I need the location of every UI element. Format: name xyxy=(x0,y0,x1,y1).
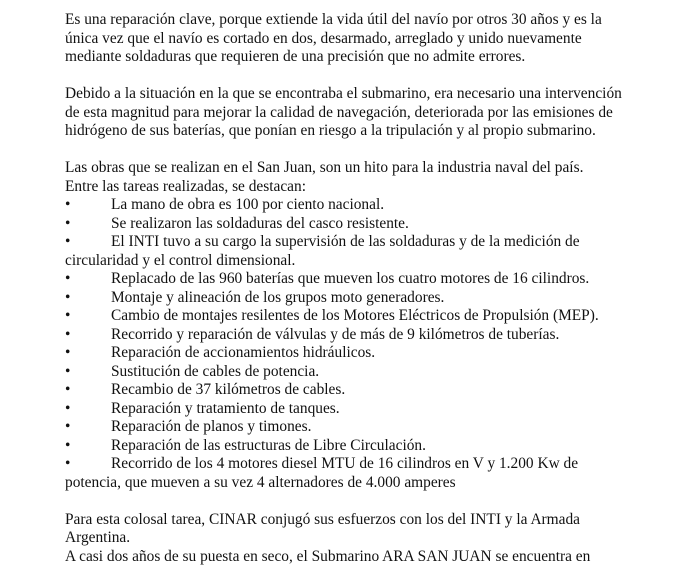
bullet-icon: • xyxy=(65,344,71,361)
list-item xyxy=(65,437,625,456)
list-item-text: La mano de obra es 100 por ciento nacional. xyxy=(111,196,385,213)
paragraph-repair-overview: Es una reparación clave, porque extiende la vida útil del navío por otros 30 años y es la única vez que el navío es cortado en dos, desarmado, arreglado y unido nuevamente mediante soldaduras que requieren de una precisión que no admite errores. xyxy=(65,11,602,65)
bullet-icon: • xyxy=(65,325,71,343)
list-item xyxy=(65,270,625,289)
list-item-text: Replacado de las 960 baterías que mueven los cuatro motores de 16 cilindros. xyxy=(111,270,590,287)
bullet-icon: • xyxy=(65,233,71,250)
bullet-icon: • xyxy=(65,418,71,435)
list-item xyxy=(65,418,625,437)
list-item xyxy=(65,196,625,215)
list-item-text: Se realizaron las soldaduras del casco resistente. xyxy=(111,214,409,232)
paragraph-industry-milestone: Las obras que se realizan en el San Juan, son un hito para la industria naval del país. xyxy=(65,159,584,176)
paragraph-submarine-situation: Debido a la situación en la que se encontraba el submarino, era necesario una intervención de esta magnitud para mejorar la calidad de navegación, deteriorada por las emisiones de hidrógeno de sus baterías, que ponían en riesgo a la tripulación y al propio submarino. xyxy=(65,85,622,139)
list-item-text: Recambio de 37 kilómetros de cables. xyxy=(111,381,346,398)
bullet-icon: • xyxy=(65,196,71,213)
bullet-icon: • xyxy=(65,455,71,472)
list-item-text: Recorrido y reparación de válvulas y de más de 9 kilómetros de tuberías. xyxy=(111,325,560,343)
list-item xyxy=(65,400,625,419)
list-item xyxy=(65,455,625,492)
list-item xyxy=(65,363,625,382)
list-item xyxy=(65,233,625,270)
bullet-icon: • xyxy=(65,381,71,398)
list-item-text: Reparación de las estructuras de Libre Circulación. xyxy=(111,436,426,454)
list-item-text: Reparación de accionamientos hidráulicos. xyxy=(111,344,376,361)
bullet-icon: • xyxy=(65,214,71,232)
bullet-icon: • xyxy=(65,362,71,380)
paragraph-closing: Para esta colosal tarea, CINAR conjugó sus esfuerzos con los del INTI y la Armada Argentina. xyxy=(65,510,581,546)
list-item-text: Cambio de montajes resilentes de los Motores Eléctricos de Propulsión (MEP). xyxy=(111,307,599,324)
list-item xyxy=(65,307,625,326)
document-page xyxy=(65,11,625,566)
list-item xyxy=(65,344,625,363)
list-intro: Entre las tareas realizadas, se destacan: xyxy=(65,177,306,195)
task-list xyxy=(65,196,625,492)
bullet-icon: • xyxy=(65,288,71,306)
list-item-text: Reparación y tratamiento de tanques. xyxy=(111,399,340,417)
list-item-text: Recorrido de los 4 motores diesel MTU de 16 cilindros en V y 1.200 Kw de potencia, que mueven a su vez 4 alternadores de 4.000 amperes xyxy=(65,455,579,491)
list-item-text: Reparación de planos y timones. xyxy=(111,418,312,435)
list-item-text: El INTI tuvo a su cargo la supervisión de las soldaduras y de la medición de circularidad y el control dimensional. xyxy=(65,233,580,269)
list-item xyxy=(65,289,625,308)
list-item xyxy=(65,326,625,345)
list-item-text: Sustitución de cables de potencia. xyxy=(111,362,320,380)
list-item xyxy=(65,381,625,400)
list-item xyxy=(65,215,625,234)
bullet-icon: • xyxy=(65,270,71,287)
paragraph-truncated: A casi dos años de su puesta en seco, el Submarino ARA SAN JUAN se encuentra en xyxy=(65,547,591,565)
bullet-icon: • xyxy=(65,436,71,454)
list-item-text: Montaje y alineación de los grupos moto generadores. xyxy=(111,288,445,306)
bullet-icon: • xyxy=(65,307,71,324)
bullet-icon: • xyxy=(65,399,71,417)
